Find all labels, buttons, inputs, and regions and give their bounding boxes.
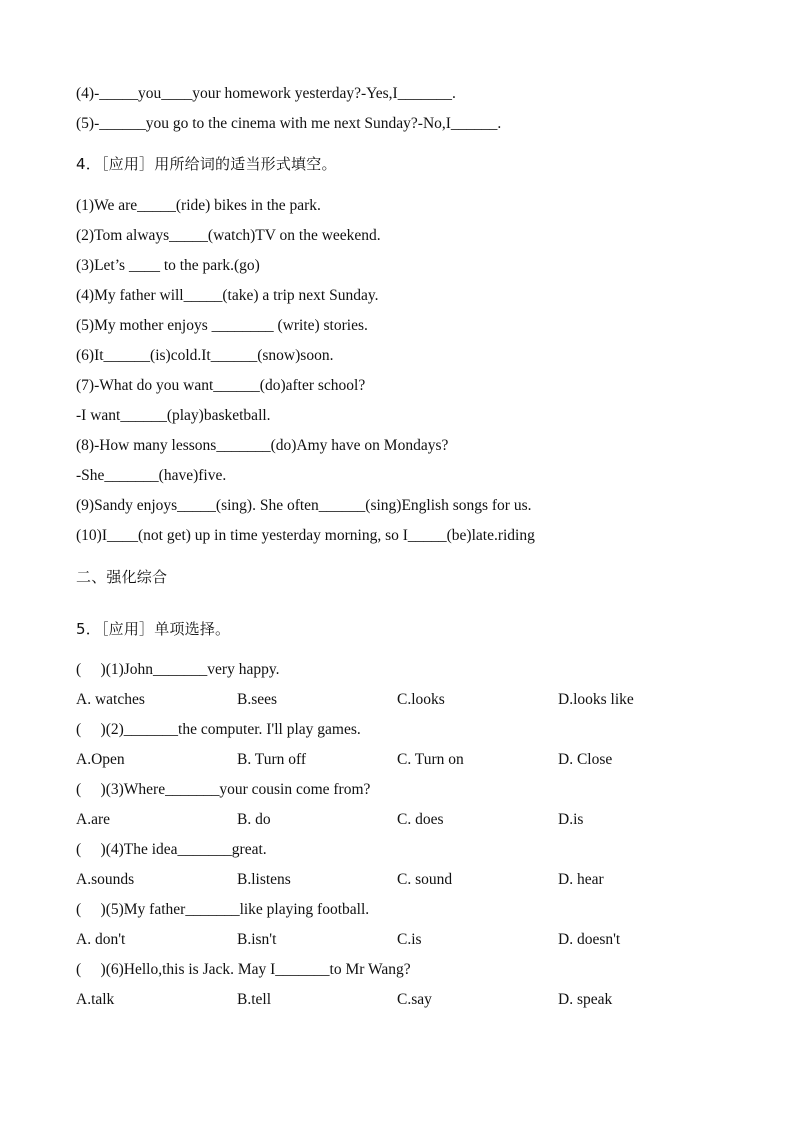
option-d: D. doesn't [558,931,621,948]
option-a: A. don't [76,931,126,948]
option-d: D.looks like [558,691,634,708]
option-c: C.is [397,931,422,948]
option-c: C.looks [397,691,445,708]
q4-item-7-question: (7)-What do you want______(do)after school? [76,377,366,394]
question-4-heading: 4．［应用］用所给词的适当形式填空。 [76,155,337,173]
q4-item-8-question: (8)-How many lessons_______(do)Amy have on Mondays? [76,437,449,454]
q5-item-2-stem: ( )(2)_______the computer. I'll play games. [76,721,361,738]
q4-item-7-answer: -I want______(play)basketball. [76,407,271,424]
option-a: A.Open [76,751,125,768]
option-b: B.listens [237,871,291,888]
q4-item-9: (9)Sandy enjoys_____(sing). She often______(sing)English songs for us. [76,497,532,514]
option-a: A.talk [76,991,115,1008]
option-c: C.say [397,991,432,1008]
option-d: D.is [558,811,584,828]
option-a: A.are [76,811,110,828]
option-a: A. watches [76,691,145,708]
q4-item-3: (3)Let’s ____ to the park.(go) [76,257,260,274]
q5-item-6-options [76,990,736,1010]
option-d: D. hear [558,871,604,888]
exercise-line-3-4: (4)-_____you____your homework yesterday?-Yes,I_______. [76,85,456,102]
option-c: C. does [397,811,444,828]
q4-item-6: (6)It______(is)cold.It______(snow)soon. [76,347,334,364]
option-b: B.sees [237,691,278,708]
q5-item-4-stem: ( )(4)The idea_______great. [76,841,267,858]
option-a: A.sounds [76,871,135,888]
q4-item-4: (4)My father will_____(take) a trip next Sunday. [76,287,379,304]
q5-item-3-stem: ( )(3)Where_______your cousin come from? [76,781,371,798]
option-c: C. sound [397,871,453,888]
q4-item-10: (10)I____(not get) up in time yesterday morning, so I_____(be)late.riding [76,527,535,544]
q5-item-1-options [76,690,736,710]
exercise-line-3-5: (5)-______you go to the cinema with me next Sunday?-No,I______. [76,115,502,132]
q5-item-6-stem: ( )(6)Hello,this is Jack. May I_______to Mr Wang? [76,961,411,978]
q5-item-2-options [76,750,736,770]
section-2-heading: 二、强化综合 [76,568,168,586]
option-d: D. speak [558,991,613,1008]
q5-item-5-stem: ( )(5)My father_______like playing football. [76,901,370,918]
option-b: B.tell [237,991,272,1008]
q5-item-1-stem: ( )(1)John_______very happy. [76,661,280,678]
q4-item-8-answer: -She_______(have)five. [76,467,227,484]
q4-item-2: (2)Tom always_____(watch)TV on the weekend. [76,227,381,244]
q4-item-5: (5)My mother enjoys ________ (write) stories. [76,317,368,334]
question-5-heading: 5．［应用］单项选择。 [76,620,231,638]
option-d: D. Close [558,751,613,768]
q5-item-4-options [76,870,736,890]
option-c: C. Turn on [397,751,464,768]
option-b: B.isn't [237,931,277,948]
option-b: B. do [237,811,271,828]
q5-item-3-options [76,810,736,830]
option-b: B. Turn off [237,751,307,768]
q4-item-1: (1)We are_____(ride) bikes in the park. [76,197,321,214]
q5-item-5-options [76,930,736,950]
